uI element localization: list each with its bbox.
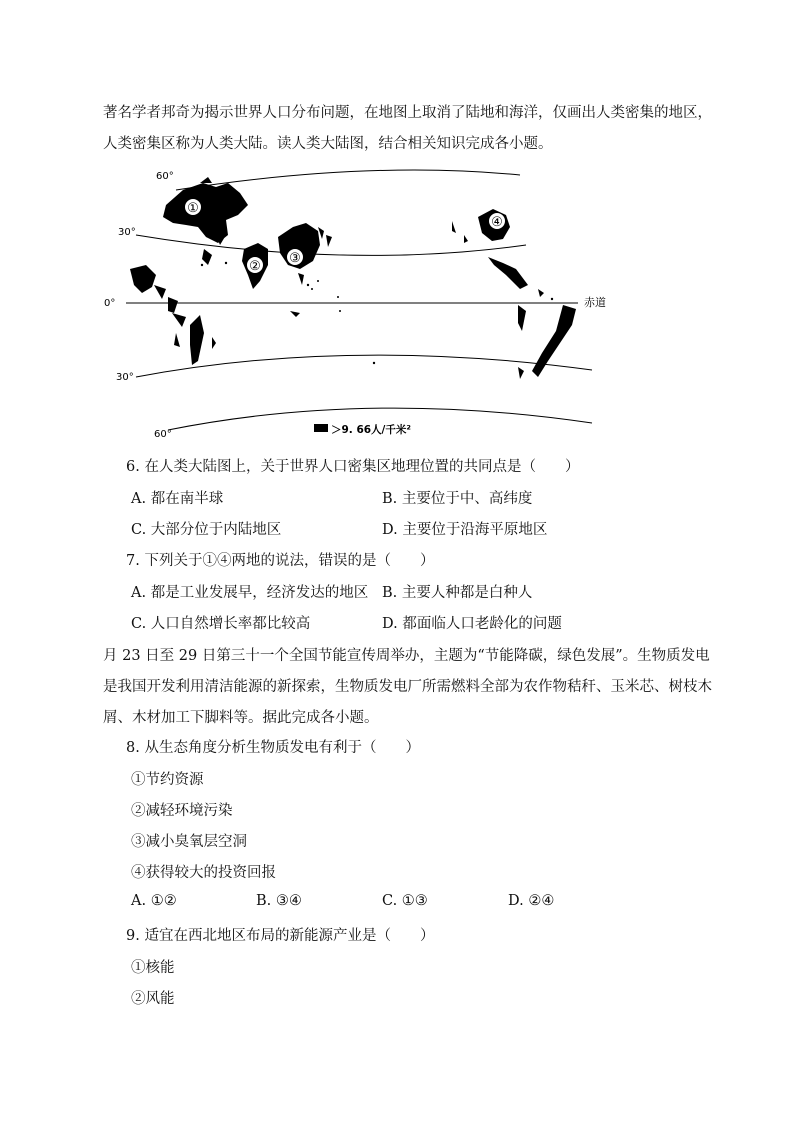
q9-stem: 9. 适宜在西北地区布局的新能源产业是（ ） xyxy=(126,928,435,944)
marker-3 xyxy=(287,249,304,267)
q6-stem: 6. 在人类大陆图上，关于世界人口密集区地理位置的共同点是（ ） xyxy=(126,459,580,475)
q7-option-a[interactable]: A. 都是工业发展早，经济发达的地区 xyxy=(131,585,369,601)
marker-1 xyxy=(185,199,202,217)
q6-option-d[interactable]: D. 主要位于沿海平原地区 xyxy=(382,522,548,538)
q8-option-b[interactable]: B. ③④ xyxy=(256,893,302,909)
q8-stem: 8. 从生态角度分析生物质发电有利于（ ） xyxy=(126,740,420,756)
intro2-line-3: 屑、木材加工下脚料等。据此完成各小题。 xyxy=(103,710,379,726)
q8-option-c[interactable]: C. ①③ xyxy=(382,893,428,909)
svg-text:④: ④ xyxy=(491,215,503,230)
south-america-dense-region xyxy=(532,305,576,377)
q6-option-c[interactable]: C. 大部分位于内陆地区 xyxy=(131,522,282,538)
lat-line-30s xyxy=(136,355,592,377)
q7-option-c[interactable]: C. 人口自然增长率都比较高 xyxy=(131,616,311,632)
q6-option-b[interactable]: B. 主要位于中、高纬度 xyxy=(382,491,533,507)
q8-item-1: ①节约资源 xyxy=(131,772,204,788)
intro-line-2: 人类密集区称为人类大陆。读人类大陆图，结合相关知识完成各小题。 xyxy=(103,136,553,152)
legend-swatch xyxy=(314,424,328,432)
q8-option-a[interactable]: A. ①② xyxy=(131,893,177,909)
q7-option-b[interactable]: B. 主要人种都是白种人 xyxy=(382,585,533,601)
intro2-line-2: 是我国开发利用清洁能源的新探索，生物质发电厂所需燃料全部为农作物秸秆、玉米芯、树枝木 xyxy=(103,679,712,695)
svg-text:①: ① xyxy=(187,201,199,216)
lat-label-60s: 60° xyxy=(154,429,172,440)
intro2-line-1: 月 23 日至 29 日第三十一个全国节能宣传周举办，主题为“节能降碳，绿色发展”。生物质发电 xyxy=(103,648,710,664)
marker-2 xyxy=(247,257,264,275)
q8-option-d[interactable]: D. ②④ xyxy=(508,893,555,909)
q9-item-2: ②风能 xyxy=(131,991,175,1007)
q6-option-a[interactable]: A. 都在南半球 xyxy=(131,491,224,507)
q8-item-3: ③减小臭氧层空洞 xyxy=(131,834,247,850)
svg-text:②: ② xyxy=(249,259,261,274)
human-continent-map xyxy=(104,165,628,445)
svg-text:③: ③ xyxy=(289,251,301,266)
marker-4 xyxy=(489,213,506,231)
lat-label-30s: 30° xyxy=(116,372,134,383)
q9-item-1: ①核能 xyxy=(131,960,175,976)
lat-label-30n: 30° xyxy=(118,227,136,238)
lat-label-60n: 60° xyxy=(156,171,174,182)
legend-label: ＞9. 66人/千米² xyxy=(331,424,411,436)
q8-item-4: ④获得较大的投资回报 xyxy=(131,865,276,881)
europe-dense-region xyxy=(163,183,248,243)
q7-stem: 7. 下列关于①④两地的说法，错误的是（ ） xyxy=(126,553,435,569)
intro-line-1: 著名学者邦奇为揭示世界人口分布问题，在地图上取消了陆地和海洋，仅画出人类密集的地区， xyxy=(103,105,712,121)
q8-item-2: ②减轻环境污染 xyxy=(131,803,233,819)
equator-label: 赤道 xyxy=(584,296,606,309)
lat-label-0: 0° xyxy=(104,298,116,309)
q7-option-d[interactable]: D. 都面临人口老龄化的问题 xyxy=(382,616,562,632)
